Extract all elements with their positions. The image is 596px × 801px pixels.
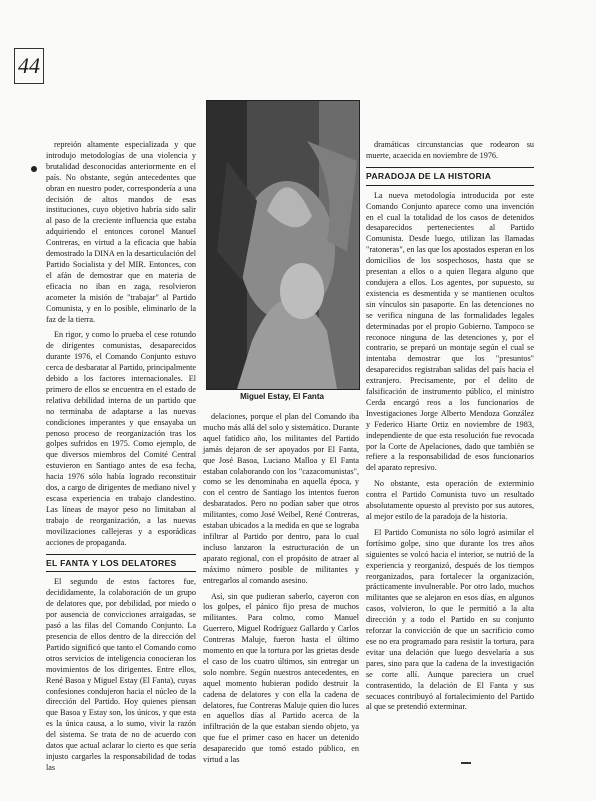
paragraph: repreión altamente especializada y que introdujo metodologías de una violencia y brutalidad desconocidas anteriormente en el país. No obstante, según antecedentes que obran en nuestro poder, correspondería a una decisión de altos mandos de esas instituciones, cuyo objetivo habría sido salir al paso de la creciente influencia que estaba adquiriendo el entonces coronel Manuel Contreras, en virtud a la eficacia que había demostrado la DINA en la desarticulación del Partido Socialista y del MIR. Entonces, con el afán de demostrar que en materia de eficacia no iban en zaga, resolvieron acometer la misión de "trabajar" al Partido Comunista, y en lo posible, eliminarlo de la faz de la tierra. <box>46 140 196 324</box>
paragraph: El segundo de estos factores fue, decididamente, la colaboración de un grupo de delatores que, por debilidad, por miedo o por ausencia de convicciones arraigadas, se pasó a las filas del Comando Conjunto. La presencia de ellos dentro de la dirección del Partido significó que tanto el Comando como otros servicios de inteligencia conocieran los movimientos de los dirigentes. Entre ellos, René Basoa y Miguel Estay (El Fanta), cuyas confesiones condujeron hacia el núcleo de la dirección del Partido. Hoy quienes piensan que Basoa y Estay son, los únicos, y que esta es la única causa, a lo sumo, vivir la razón del sistema. Se trata de no de acuerdo con datos que actual aclarar lo cierto es que sería injusto cargarles la responsabilidad de todas las <box>46 577 196 772</box>
bullet-marker <box>31 166 37 172</box>
page-number: 44 <box>14 48 44 84</box>
paragraph: Así, sin que pudieran saberlo, cayeron con los golpes, el pánico fijo presa de muchos militantes. Para colmo, como Manuel Guerrero, Miguel Rodríguez Gallardo y Carlos Contreras Maluje, fueron hasta el último momento en que la tortura por las grietas desde el caso de los cuatro últimos, sin entregar un solo nombre. Según nuestros antecedentes, en aquel momento hubieran podido destruir la cadena de delatores y con ella la cadena de delatores, fue Contreras Maluje quien dio luces en aquellos días al Partido acerca de la infiltración de la que estaban siendo objeto, ya que fue el primer caso en hacer un detenido desaparecido que tomó estado público, en virtud a las <box>203 591 359 765</box>
section-heading: EL FANTA Y LOS DELATORES <box>46 554 196 573</box>
paragraph: La nueva metodología introducida por este Comando Conjunto aparece como una invención en el cual la totalidad de los casos de detenidos desaparecidos pertenecientes al Partido Comunista. Desde luego, utilizan las llamadas "ratoneras", en las que los apostados esperan en los domicilios de los sospechosos, hasta que se presentan a ellos o a quien llegara alguno que condujera a ellos. Los agentes, por supuesto, su existencia es desmentida y se mantienen ocultos sin vínculos sin pasaporte. En las detenciones no se verifica ninguna de las formalidades legales determinadas por el propio Gobierno. Tampoco se reconoce ninguna de las detenciones y, por el contrario, se preparó un montaje según el cual se intentaba demostrar que los "presuntos" desaparecidos registraban salidas del país hacia el extranjero. Precisamente, por el delito de falsificación de instrumento público, el ministro Cerda encargó reos a los funcionarios de Investigaciones Jorge Alberto Mendoza González y Federico Hiarte Ortiz en noviembre de 1983, independiente de que esta resolución fue revocada por la Corte de Apelaciones, dado que también se refiere a la responsabilidad de esos funcionarios del aparato represivo. <box>366 190 534 473</box>
paragraph: delaciones, porque el plan del Comando iba mucho más allá del solo y sistemático. Durante aquel fatídico año, los militantes del Partido jamás dejaron de ser apoyados por El Fanta, que José Basoa, Luciano Malloa y El Fanta estaban colaborando con los "cazacomunistas", como se les denominaba en aquella época, y con el centro de Santiago los intentos fueron desbaratados. Pero no podían saber que otros militantes, como José Weibel, René Contreras, estaban ubicados a la medida en que se lograba infiltrar al Partido por dentro, para lo cual incluso lanzaron la estructuración de un aparato regional, con el propósito de atraer al máximo número posible de militantes y entregarlos al comando asesino. <box>203 412 359 585</box>
paragraph: No obstante, esta operación de exterminio contra el Partido Comunista tuvo un resultado absolutamente opuesto al previsto por sus autores, al mejor estilo de la paradoja de la historia. <box>366 479 534 521</box>
column-left <box>46 140 196 779</box>
end-mark <box>461 762 471 764</box>
paragraph: dramáticas circunstancias que rodearon su muerte, acaecida en noviembre de 1976. <box>366 140 534 160</box>
section-heading: PARADOJA DE LA HISTORIA <box>366 167 534 186</box>
paragraph: En rigor, y como lo prueba el cese rotundo de dirigentes comunistas, desaparecidos durante 1976, el Comando Conjunto estuvo cerca de desbaratar al Partido, principalmente debido a los factores internacionales. El primero de ellos se encuentra en el estado de relativa debilidad interna de un partido que no terminaba de adaptarse a las nuevas condiciones imperantes y que ensayaba un penoso proceso de reorganización tras los golpes sufridos en 1975. Como ejemplo, de que diversos miembros del Comité Central estuvieron en Santiago antes de esa fecha, hacia 1976 sólo había logrado reconstituir dos, a cargo de dirigentes de mediano nivel y escasa experiencia en trabajo clandestino. Las líneas de mayor peso no limitaban al trabajo de reorganización, a las nuevas movilizaciones callejeras y a esporádicas acciones de propaganda. <box>46 330 196 547</box>
paragraph: El Partido Comunista no sólo logró asimilar el fortísimo golpe, sino que durante los tres años siguientes se volcó hacia el interior, se nutrió de la experiencia y reorganizó, después de los tiempos reorganizados, para fortalecer la organización, prácticamente invulnerable. Por otro lado, muchos militantes que se alejaron en esos días, en algunos casos, volvieron, lo que le permitió a la alta dirección y a todo el Partido en su conjunto reforzar la convicción de que un sacrificio como ese no era programado para resistir la tortura, para evitar una delación que luego desvelaría a sus pares, sino para que la cadena de la investigación se corte allí. Aunque pareciera un cruel contrasentido, la delación de El Fanta y sus secuaces contribuyó al fortalecimiento del Partido al que se pretendió exterminar. <box>366 527 534 712</box>
photo-caption: Miguel Estay, El Fanta <box>240 392 324 401</box>
column-right <box>366 140 534 718</box>
photo <box>206 100 360 390</box>
column-middle <box>203 412 359 771</box>
